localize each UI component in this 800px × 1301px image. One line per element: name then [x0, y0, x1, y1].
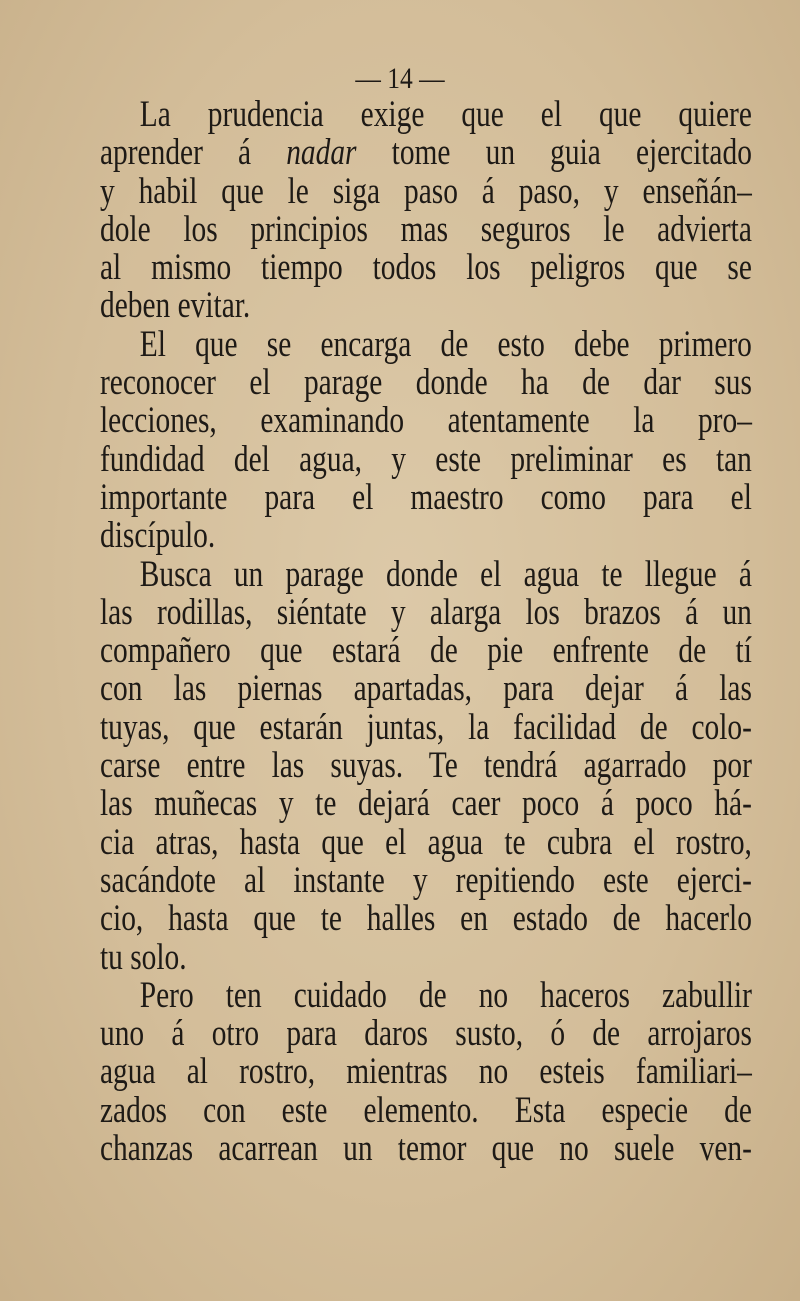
line-text-part: tome un guia ejercitado [391, 132, 752, 174]
line-text: sacándote al instante y repitiendo este ejerci- [100, 859, 752, 901]
text-line [100, 287, 752, 325]
line-text: tuyas, que estarán juntas, la facilidad de colo- [100, 706, 752, 748]
line-text: La prudencia exige que el que quiere [139, 94, 752, 135]
page-number: — 14 — [355, 62, 445, 95]
text-line [100, 96, 752, 134]
line-text: al mismo tiempo todos los peligros que se [100, 247, 752, 289]
text-line [100, 1053, 752, 1091]
text-line [100, 249, 752, 287]
text-line [100, 591, 752, 633]
text-line [100, 821, 752, 863]
text-line [100, 1130, 752, 1168]
line-text: carse entre las suyas. Te tendrá agarrado por [100, 745, 752, 787]
text-line [100, 706, 752, 748]
text-line [100, 553, 752, 595]
line-text [100, 132, 752, 173]
text-line [100, 476, 752, 518]
text-line [100, 170, 752, 212]
line-text: El que se encarga de esto debe primero [139, 323, 752, 365]
line-text-part: aprender á [100, 132, 252, 174]
text-line [100, 438, 752, 480]
line-text: chanzas acarrean un temor que no suele ven- [100, 1128, 752, 1170]
line-text: discípulo. [100, 515, 216, 557]
line-text: deben evitar. [100, 285, 251, 327]
italic-word: nadar [286, 132, 357, 174]
line-text: Busca un parage donde el agua te llegue á [139, 553, 752, 595]
text-line [100, 785, 752, 823]
text-line [100, 323, 752, 365]
line-text: importante para el maestro como para el [100, 476, 752, 518]
line-text: dole los principios mas seguros le advierta [100, 208, 752, 250]
text-line [100, 859, 752, 901]
line-text: agua al rostro, mientras no esteis familiari– [100, 1051, 752, 1093]
line-text: cio, hasta que te halles en estado de hacerlo [100, 898, 752, 940]
body-text [100, 96, 800, 1168]
line-text: tu solo. [100, 936, 187, 978]
line-text: reconocer el parage donde ha de dar sus [100, 362, 752, 404]
line-text: las muñecas y te dejará caer poco á poco há- [100, 783, 752, 825]
line-text: lecciones, examinando atentamente la pro– [100, 400, 752, 442]
text-line [100, 747, 752, 785]
text-line [100, 936, 752, 978]
line-text: las rodillas, siéntate y alarga los brazos á un [100, 591, 752, 633]
text-line [100, 402, 752, 440]
text-line [100, 632, 752, 670]
text-line [100, 364, 752, 402]
line-text: compañero que estará de pie enfrente de tí [100, 630, 752, 672]
text-line [100, 517, 752, 555]
text-line [100, 900, 752, 938]
line-text: fundidad del agua, y este preliminar es tan [100, 438, 752, 480]
line-text: uno á otro para daros susto, ó de arrojaros [100, 1013, 752, 1055]
line-text: zados con este elemento. Esta especie de [100, 1089, 752, 1131]
line-text: y habil que le siga paso á paso, y enseñán– [100, 170, 752, 212]
line-text: con las piernas apartadas, para dejar á las [100, 668, 752, 710]
text-line [100, 208, 752, 250]
line-text: cia atras, hasta que el agua te cubra el rostro, [100, 821, 752, 863]
text-line [100, 1015, 752, 1053]
text-line [100, 1089, 752, 1131]
text-line [100, 974, 752, 1016]
line-text: Pero ten cuidado de no haceros zabullir [139, 974, 752, 1016]
text-line [100, 670, 752, 708]
text-line [100, 134, 752, 172]
